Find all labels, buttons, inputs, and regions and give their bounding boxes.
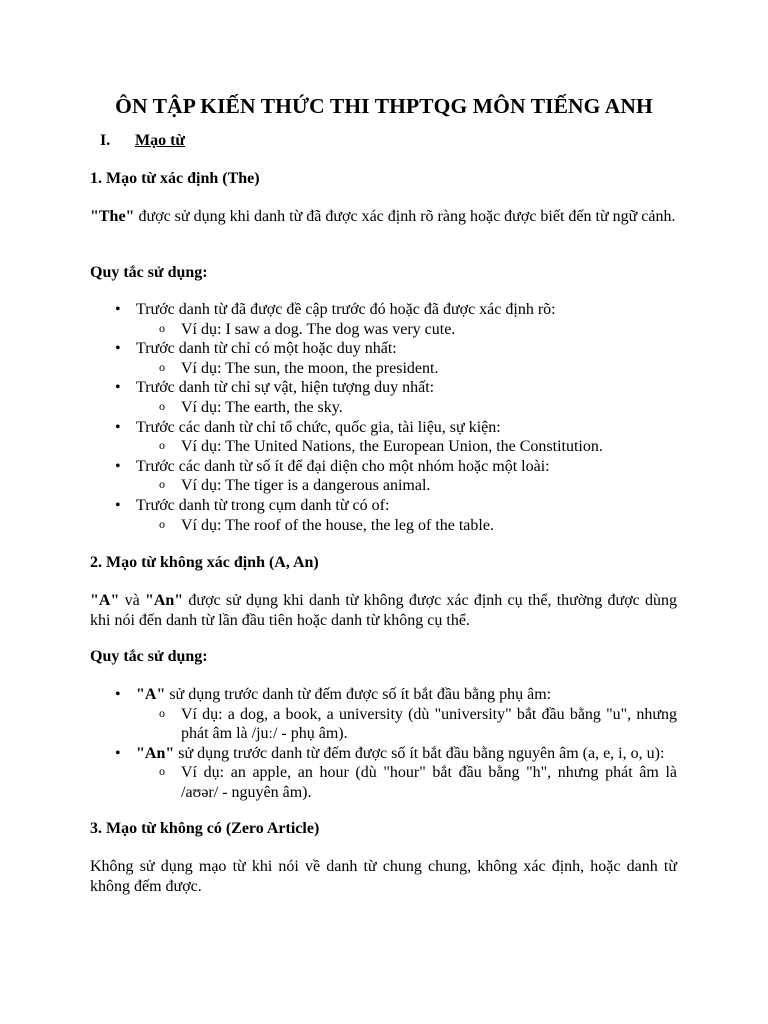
part2-rules-list	[90, 685, 677, 803]
example-item: o Ví dụ: The roof of the house, the leg of the table.	[90, 516, 677, 536]
example-item: o Ví dụ: I saw a dog. The dog was very cute.	[90, 320, 677, 340]
term-the: "The"	[90, 208, 135, 225]
part1-intro	[90, 207, 677, 227]
part1-intro-text: được sử dụng khi danh từ đã được xác định rõ ràng hoặc được biết đến từ ngữ cảnh.	[134, 208, 676, 225]
list-item: • Trước danh từ chỉ có một hoặc duy nhất:	[90, 339, 677, 359]
part2-intro	[90, 591, 677, 631]
list-item	[90, 744, 677, 764]
list-item: • Trước các danh từ chỉ tổ chức, quốc gia, tài liệu, sự kiện:	[90, 418, 677, 438]
list-item: • Trước các danh từ số ít để đại diện cho một nhóm hoặc một loài:	[90, 457, 677, 477]
rule-text: sử dụng trước danh từ đếm được số ít bắt đầu bằng nguyên âm (a, e, i, o, u):	[174, 744, 665, 762]
part3-intro: Không sử dụng mạo từ khi nói về danh từ chung chung, không xác định, hoặc danh từ không đếm được.	[90, 858, 677, 895]
part1-rules-heading: Quy tắc sử dụng:	[90, 264, 208, 281]
term-an: "An"	[144, 592, 184, 609]
example-item: o Ví dụ: The earth, the sky.	[90, 398, 677, 418]
part2-rules-heading: Quy tắc sử dụng:	[90, 648, 208, 665]
example-item: o Ví dụ: The United Nations, the European Union, the Constitution.	[90, 437, 677, 457]
part3-heading: 3. Mạo từ không có (Zero Article)	[90, 820, 320, 837]
list-item: • Trước danh từ đã được đề cập trước đó hoặc đã được xác định rõ:	[90, 300, 677, 320]
page-title: ÔN TẬP KIẾN THỨC THI THPTQG MÔN TIẾNG ANH	[115, 94, 653, 118]
conjunction: và	[119, 592, 145, 609]
part1-heading: 1. Mạo từ xác định (The)	[90, 170, 260, 187]
section-title: Mạo từ	[135, 132, 186, 149]
example-item: o Ví dụ: a dog, a book, a university (dù "university" bắt đầu bằng "u", nhưng phát âm là /juː/ - phụ âm).	[90, 705, 677, 744]
section-heading	[100, 132, 185, 150]
rule-text: sử dụng trước danh từ đếm được số ít bắt đầu bằng phụ âm:	[165, 686, 552, 703]
example-item: o Ví dụ: an apple, an hour (dù "hour" bắt đầu bằng "h", nhưng phát âm là /aʊər/ - nguyên âm).	[90, 763, 677, 802]
list-item	[90, 685, 677, 705]
list-item: • Trước danh từ trong cụm danh từ có of:	[90, 496, 677, 516]
section-number: I.	[100, 132, 111, 149]
example-item: o Ví dụ: The sun, the moon, the president.	[90, 359, 677, 379]
part2-heading: 2. Mạo từ không xác định (A, An)	[90, 554, 319, 571]
list-item: • Trước danh từ chỉ sự vật, hiện tượng duy nhất:	[90, 378, 677, 398]
term-an: "An"	[136, 744, 175, 762]
term-a: "A"	[136, 686, 166, 703]
example-item: o Ví dụ: The tiger is a dangerous animal.	[90, 476, 677, 496]
part1-rules-list	[90, 300, 677, 535]
part2-intro-text: được sử dụng khi danh từ không được xác định cụ thể, thường được dùng khi nói đến danh từ lần đầu tiên hoặc danh từ không cụ thể.	[90, 592, 678, 629]
term-a: "A"	[90, 592, 120, 609]
